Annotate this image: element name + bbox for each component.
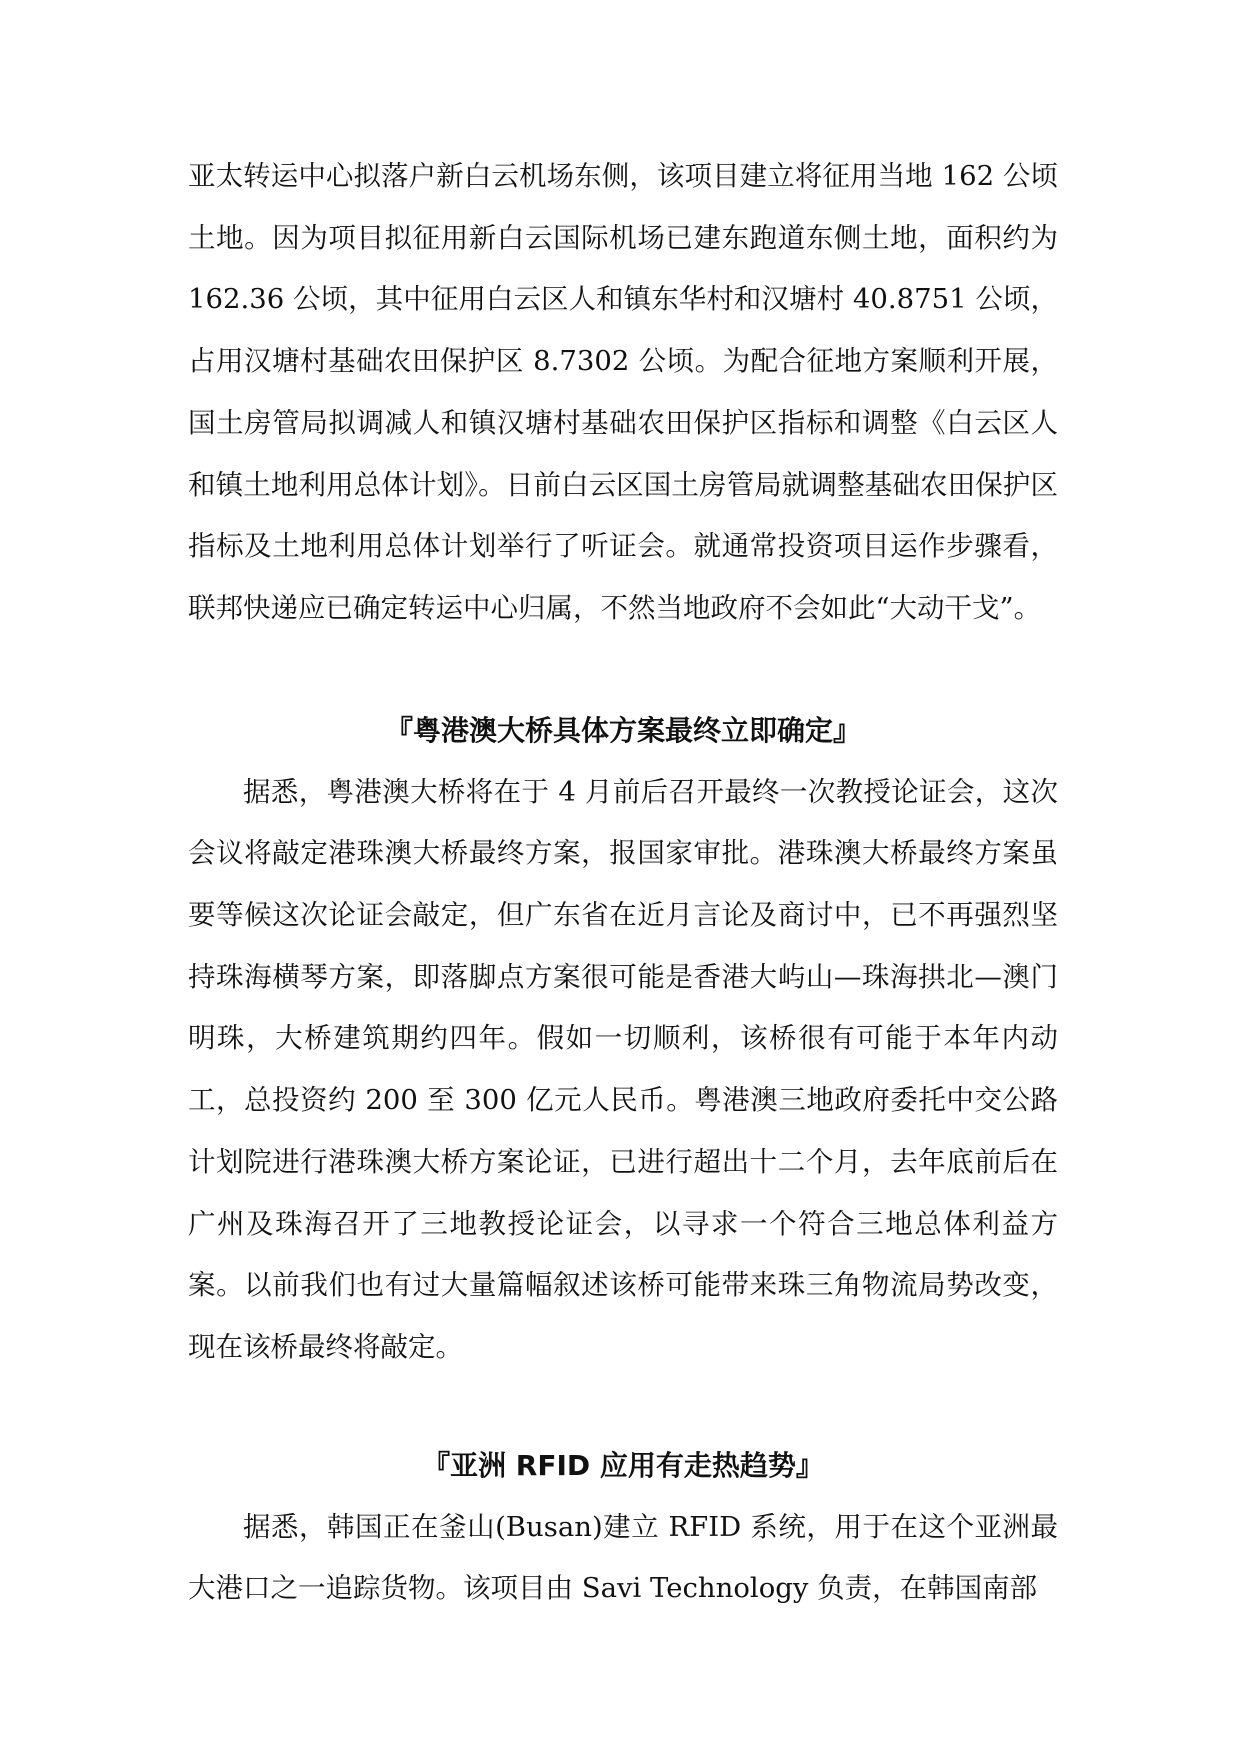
paragraph-bridge: 据悉，粤港澳大桥将在于 4 月前后召开最终一次教授论证会，这次会议将敲定港珠澳大桥最终方案，报国家审批。港珠澳大桥最终方案虽要等候这次论证会敲定，但广东省在近月言论及商讨中，已不再强烈坚持珠海横琴方案，即落脚点方案很可能是香港大屿山—珠海拱北—澳门明珠，大桥建筑期约四年。假如一切顺利，该桥很有可能于本年内动工，总投资约 200 至 300 亿元人民币。粤港澳三地政府委托中交公路计划院进行港珠澳大桥方案论证，已进行超出十二个月，去年底前后在广州及珠海召开了三地教授论证会，以寻求一个符合三地总体利益方案。以前我们也有过大量篇幅叙述该桥可能带来珠三角物流局势改变，现在该桥最终将敲定。 — [188, 775, 1058, 1363]
section-heading-rfid: 『亚洲 RFID 应用有走热趋势』 — [422, 1448, 824, 1482]
section-spacer — [188, 1379, 1058, 1435]
document-body — [188, 146, 1058, 1620]
section-spacer — [188, 640, 1058, 700]
paragraph-transit-center: 亚太转运中心拟落户新白云机场东侧，该项目建立将征用当地 162 公顷土地。因为项目拟征用新白云国际机场已建东跑道东侧土地，面积约为 162.36 公顷，其中征用白云区人和镇东华村和汉塘村 40.8751 公顷，占用汉塘村基础农田保护区 8.7302 公顷。为配合征地方案顺利开展，国土房管局拟调减人和镇汉塘村基础农田保护区指标和调整《白云区人和镇土地利用总体计划》。日前白云区国土房管局就调整基础农田保护区指标及土地利用总体计划举行了听证会。就通常投资项目运作步骤看，联邦快递应已确定转运中心归属，不然当地政府不会如此“大动干戈”。 — [188, 160, 1058, 624]
section-heading-bridge: 『粤港澳大桥具体方案最终立即确定』 — [384, 713, 861, 747]
paragraph-rfid: 据悉，韩国正在釜山(Busan)建立 RFID 系统，用于在这个亚洲最大港口之一追踪货物。该项目由 Savi Technology 负责，在韩国南部 — [188, 1510, 1058, 1605]
